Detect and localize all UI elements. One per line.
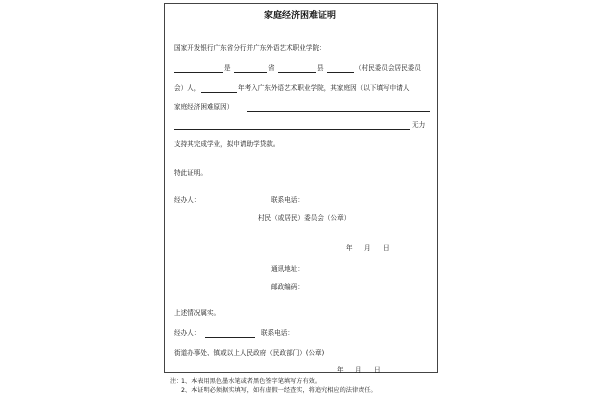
- reason-label: 家庭经济困难原因）: [174, 103, 234, 111]
- county-blank[interactable]: [278, 72, 316, 73]
- city-blank[interactable]: [234, 72, 267, 73]
- handler-blank-2[interactable]: [205, 337, 255, 338]
- postal-code-label: 邮政编码：: [271, 283, 304, 291]
- reason-blank-2[interactable]: [174, 129, 410, 130]
- date1-month: 月: [364, 244, 371, 252]
- village-note: （村民委员会居民委员: [355, 64, 421, 72]
- residence-suffix: 会）人，: [174, 84, 201, 92]
- date2-month: 月: [355, 366, 362, 374]
- county-suffix: 省: [268, 64, 275, 72]
- date1-year: 年: [346, 244, 353, 252]
- handler-label-2: 经办人：: [174, 329, 201, 337]
- unable-suffix: 无力: [412, 121, 426, 129]
- certificate-form: [164, 3, 438, 373]
- handler-label-1: 经办人：: [174, 196, 201, 204]
- enrollment-note: 年考入广东外语艺术职业学院，其家庭因（以下填写申请人: [238, 84, 410, 92]
- verified-statement: 上述情况属实。: [174, 309, 221, 317]
- form-title: 家庭经济困难证明: [264, 11, 337, 21]
- certify-statement: 特此证明。: [174, 169, 207, 177]
- support-statement: 支持其完成学业，拟申请助学贷款。: [174, 140, 280, 148]
- notes-label: 注：: [170, 378, 183, 385]
- date1-day: 日: [383, 244, 390, 252]
- note-item-1: 1、本表用黑色墨水笔或者黑色签字笔填写方有效。: [180, 378, 322, 385]
- date2-day: 日: [374, 366, 381, 374]
- applicant-name-blank[interactable]: [201, 92, 237, 93]
- phone-label-1: 联系电话：: [271, 196, 304, 204]
- phone-label-2: 联系电话：: [261, 329, 294, 337]
- village-blank[interactable]: [327, 72, 354, 73]
- addressee: 国家开发银行广东省分行并广东外语艺术职业学院：: [174, 44, 326, 52]
- mail-address-label: 通讯地址：: [271, 265, 304, 273]
- province-suffix: 是: [224, 64, 231, 72]
- date2-year: 年: [337, 366, 344, 374]
- form-notes: [170, 377, 377, 395]
- district-suffix: 县: [317, 64, 324, 72]
- province-blank[interactable]: [174, 72, 223, 73]
- note-item-2: 2、本证明必须据实填写，如有虚假一经查实，将追究相应的法律责任。: [180, 387, 377, 394]
- government-seal-label: 街道办事处、镇或以上人民政府（民政部门）(公章): [174, 349, 325, 357]
- committee-seal-label: 村民（或居民）委员会（公章）: [258, 214, 351, 222]
- reason-blank-1[interactable]: [247, 111, 430, 112]
